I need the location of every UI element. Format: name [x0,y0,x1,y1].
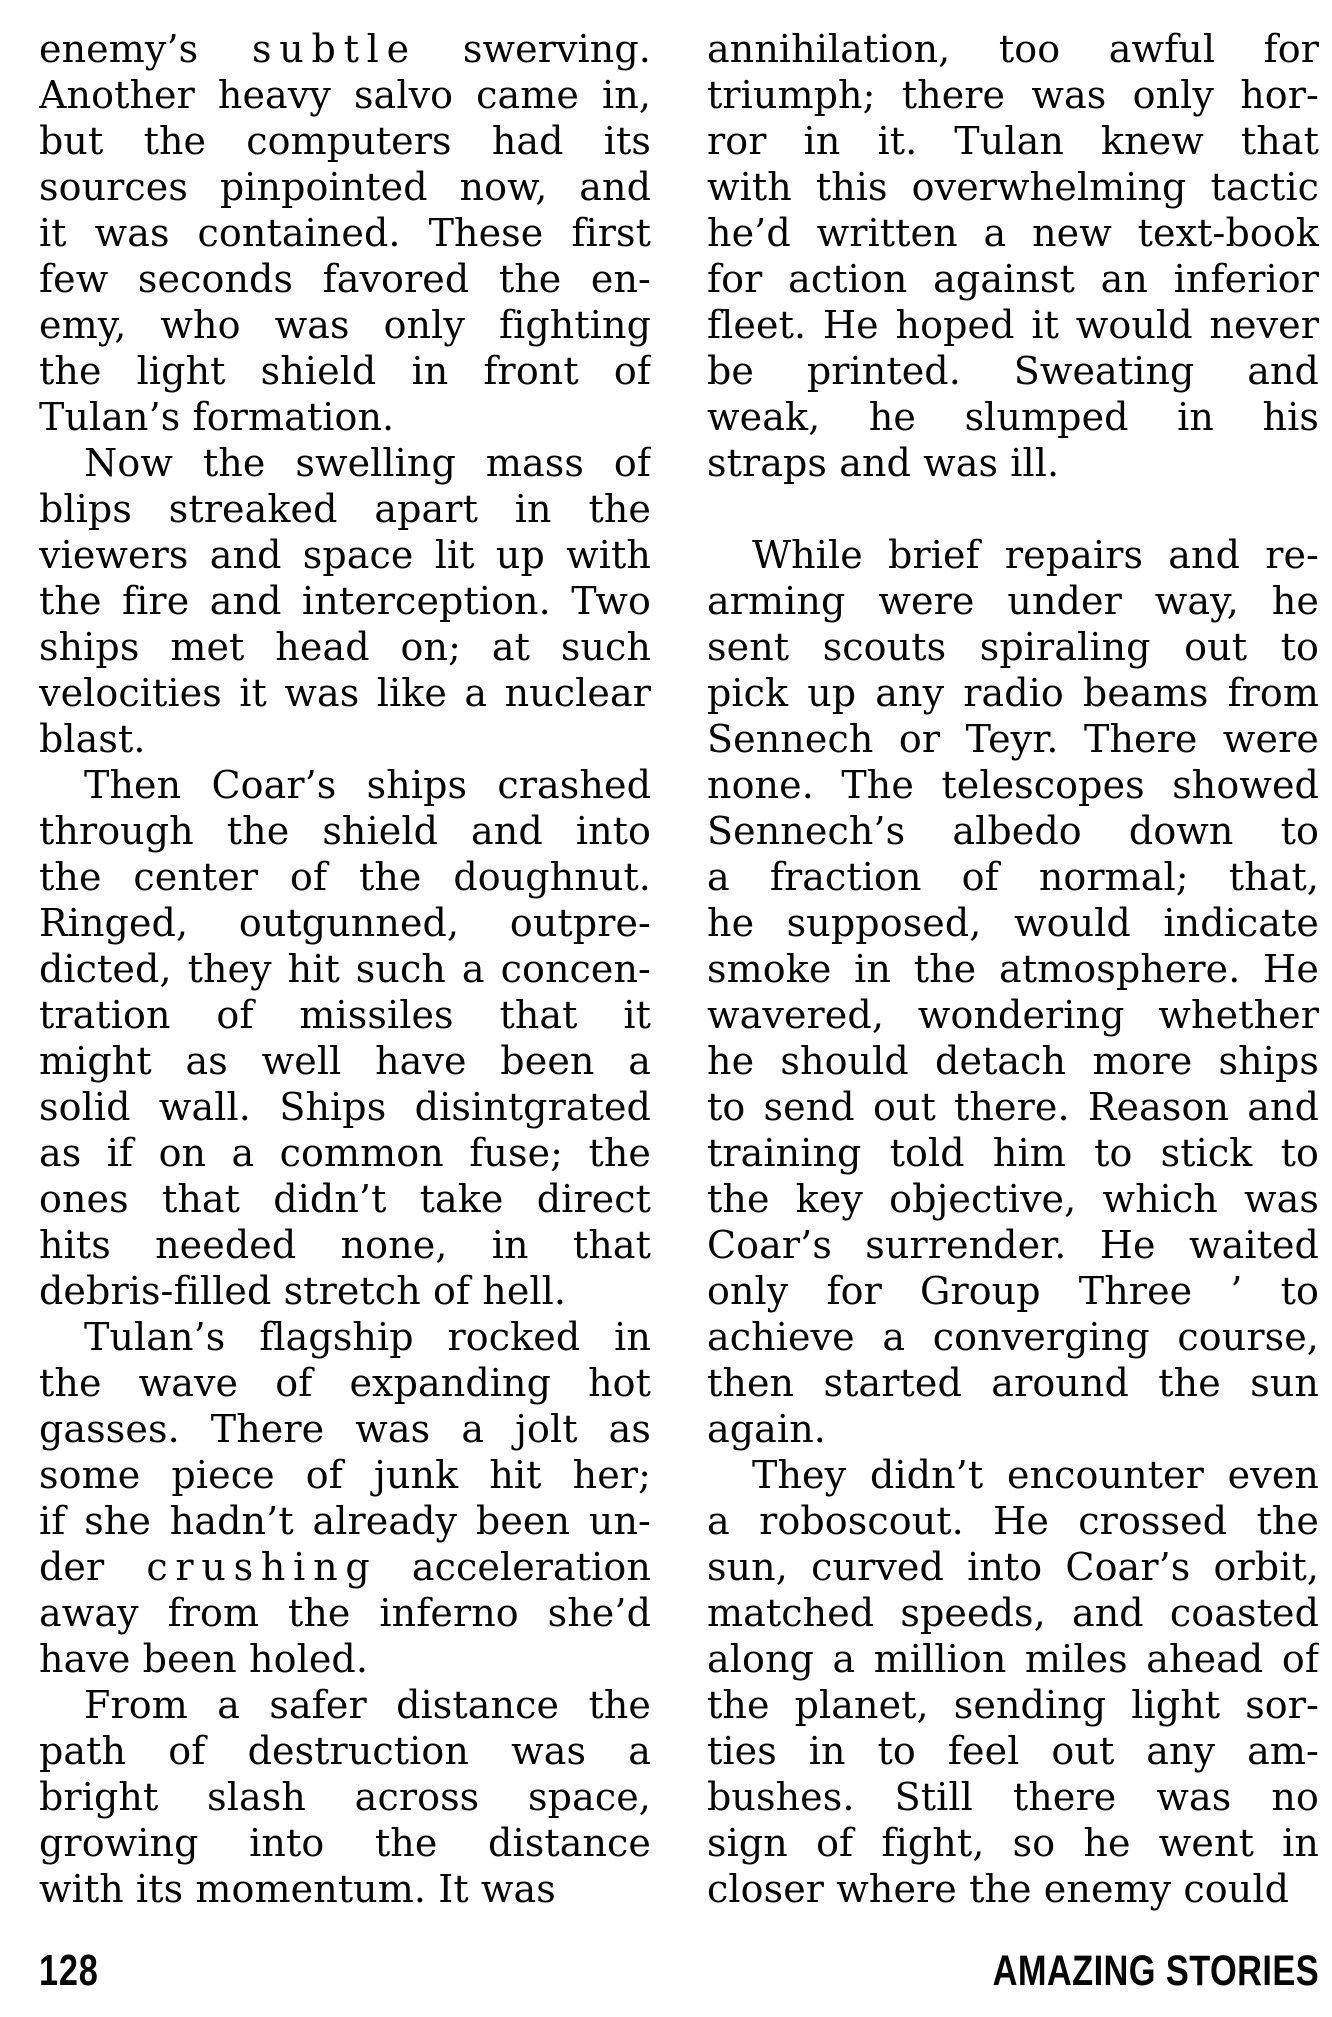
text-line: if she hadn’t already been un- [39,1499,651,1543]
text-line: While brief repairs and re- [752,533,1319,577]
text-line: it was contained. These first [39,211,651,255]
text-line: be printed. Sweating and [707,349,1319,393]
text-line: for action against an inferior [707,257,1319,301]
paragraph [39,1314,651,1682]
text-line: as if on a common fuse; the [39,1131,651,1175]
text-line: Coar’s surrender. He waited [707,1223,1319,1267]
text-line: ones that didn’t take direct [39,1177,651,1221]
text-line: achieve a converging course, [707,1315,1319,1359]
text-line: hits needed none, in that [39,1223,651,1267]
paragraph [39,762,651,1314]
text-line: away from the inferno she’d [39,1591,651,1635]
text-line: Ringed, outgunned, outpre- [39,901,651,945]
paragraph [707,1452,1319,1912]
text-line: a roboscout. He crossed the [707,1499,1319,1543]
text-line: the light shield in front of [39,349,651,393]
text-line: he’d written a new text-book [707,211,1319,255]
text-line: solid wall. Ships disintgrated [39,1085,651,1129]
text-line: sign of fight, so he went in [707,1821,1319,1865]
text-line: ships met head on; at such [39,625,651,669]
text-line: to send out there. Reason and [707,1085,1319,1129]
text-line: enemy’s s u b t l e swerving. [39,27,651,71]
text-body [39,26,1319,1912]
text-line: ties in to feel out any am- [707,1729,1319,1773]
text-line: weak, he slumped in his [707,395,1319,439]
text-line: Sennech or Teyr. There were [707,717,1319,761]
text-line: emy, who was only fighting [39,303,651,347]
text-line: velocities it was like a nuclear [39,671,651,715]
text-line: Tulan’s flagship rocked in [84,1315,651,1359]
page-footer [39,1946,1319,1996]
text-line: debris-filled stretch of hell. [39,1269,567,1313]
text-line: some piece of junk hit her; [39,1453,651,1497]
text-line: bright slash across space, [39,1775,651,1819]
text-line: the center of the doughnut. [39,855,651,899]
text-line: gasses. There was a jolt as [39,1407,651,1451]
text-line: might as well have been a [39,1039,651,1083]
text-line: straps and was ill. [707,441,1060,485]
paragraph [707,26,1319,486]
text-line: sent scouts spiraling out to [707,625,1319,669]
text-line: viewers and space lit up with [39,533,651,577]
text-line: tration of missiles that it [39,993,651,1037]
text-line: he should detach more ships [707,1039,1319,1083]
paragraph [39,26,651,440]
text-line: the planet, sending light sor- [707,1683,1319,1727]
text-line: through the shield and into [39,809,651,853]
text-line: with this overwhelming tactic [707,165,1319,209]
text-line: again. [707,1407,826,1451]
text-line: closer where the enemy could [707,1867,1290,1911]
text-line: he supposed, would indicate [707,901,1319,945]
text-line: dicted, they hit such a concen- [39,947,651,991]
paragraph [707,532,1319,1452]
text-line: the fire and interception. Two [39,579,651,623]
text-line: der c r u s h i n g acceleration [39,1545,651,1589]
paragraph [39,440,651,762]
text-line: Sennech’s albedo down to [707,809,1319,853]
text-line: Then Coar’s ships crashed [84,763,651,807]
text-line: Tulan’s formation. [39,395,395,439]
text-line: Another heavy salvo came in, [39,73,651,117]
text-line: few seconds favored the en- [39,257,651,301]
text-line: then started around the sun [707,1361,1319,1405]
text-line: the wave of expanding hot [39,1361,651,1405]
text-line: blips streaked apart in the [39,487,651,531]
text-line: sun, curved into Coar’s orbit, [707,1545,1319,1589]
text-line: annihilation, too awful for [707,27,1319,71]
text-line: fleet. He hoped it would never [707,303,1319,347]
text-line: none. The telescopes showed [707,763,1319,807]
text-line: pick up any radio beams from [707,671,1319,715]
text-line: smoke in the atmosphere. He [707,947,1319,991]
text-line: bushes. Still there was no [707,1775,1319,1819]
magazine-title: AMAZING STORIES [992,1947,1319,1995]
text-line: but the computers had its [39,119,651,163]
right-column [707,26,1319,1912]
text-line: From a safer distance the [84,1683,651,1727]
text-line: training told him to stick to [707,1131,1319,1175]
text-line: matched speeds, and coasted [707,1591,1319,1635]
text-line: the key objective, which was [707,1177,1319,1221]
page-number: 128 [39,1946,99,1995]
text-line: path of destruction was a [39,1729,651,1773]
text-line: a fraction of normal; that, [707,855,1319,899]
text-line: triumph; there was only hor- [707,73,1319,117]
text-line: They didn’t encounter even [752,1453,1319,1497]
left-column [39,26,651,1912]
paragraph [39,1682,651,1912]
text-line: blast. [39,717,146,761]
text-line: have been holed. [39,1637,369,1681]
text-line: Now the swelling mass of [84,441,651,485]
text-line: with its momentum. It was [39,1867,556,1911]
text-line: only for Group Three ’ to [707,1269,1319,1313]
text-line: growing into the distance [39,1821,651,1865]
text-line: arming were under way, he [707,579,1319,623]
text-line: sources pinpointed now, and [39,165,651,209]
text-line: wavered, wondering whether [707,993,1319,1037]
text-line: along a million miles ahead of [707,1637,1319,1681]
text-line: ror in it. Tulan knew that [707,119,1319,163]
